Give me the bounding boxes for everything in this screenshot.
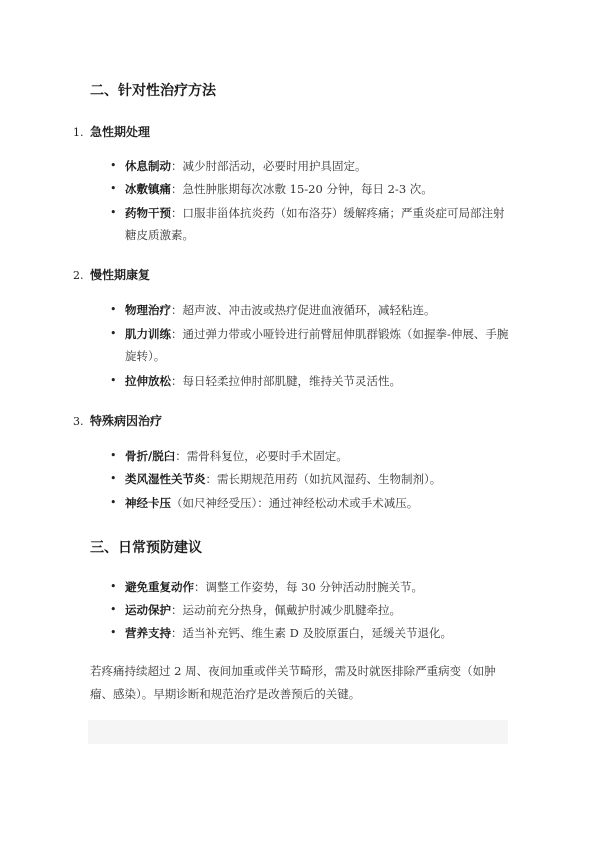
- bullet-dot: •: [110, 449, 117, 462]
- item-term: 运动保护: [125, 603, 171, 617]
- section-heading-prevention: 三、日常预防建议: [90, 540, 202, 556]
- list-item: [110, 445, 510, 467]
- item-description: ：急性肿胀期每次冰敷 15-20 分钟，每日 2-3 次。: [171, 182, 433, 196]
- subheading-chronic-phase: [73, 266, 150, 283]
- list-number: 2.: [73, 269, 84, 282]
- list-item: [110, 622, 510, 644]
- bullet-dot: •: [110, 580, 117, 593]
- list-item: [110, 599, 510, 621]
- subheading-title: 慢性期康复: [90, 268, 151, 282]
- item-description: ：超声波、冲击波或热疗促进血液循环，减轻粘连。: [171, 303, 436, 317]
- bullet-dot: •: [110, 303, 117, 316]
- item-term: 休息制动: [125, 159, 171, 173]
- subheading-special-causes: [73, 412, 162, 429]
- list-item: [110, 299, 510, 321]
- item-term: 神经卡压: [125, 496, 171, 510]
- item-term: 物理治疗: [125, 303, 171, 317]
- item-description: ：需骨科复位，必要时手术固定。: [175, 449, 348, 463]
- item-term: 避免重复动作: [125, 580, 194, 594]
- section-heading-treatment: 二、针对性治疗方法: [90, 83, 216, 99]
- item-term: 类风湿性关节炎: [125, 472, 206, 486]
- empty-block: [88, 720, 508, 744]
- bullet-dot: •: [110, 472, 117, 485]
- bullet-dot: •: [110, 496, 117, 509]
- list-item: [110, 155, 510, 177]
- list-item: [110, 468, 510, 490]
- item-term: 药物干预: [125, 206, 171, 220]
- bullet-dot: •: [110, 374, 117, 387]
- item-description: ：适当补充钙、维生素 D 及胶原蛋白，延缓关节退化。: [171, 626, 453, 640]
- list-item: [110, 323, 510, 367]
- subheading-title: 特殊病因治疗: [90, 414, 163, 428]
- bullet-dot: •: [110, 603, 117, 616]
- bullet-dot: •: [110, 182, 117, 195]
- item-term: 骨折/脱臼: [125, 449, 176, 463]
- bullet-dot: •: [110, 327, 117, 340]
- bullet-dot: •: [110, 206, 117, 219]
- subheading-acute-phase: [73, 123, 150, 140]
- list-item: [110, 492, 510, 514]
- closing-paragraph: 若疼痛持续超过 2 周、夜间加重或伴关节畸形，需及时就医排除严重病变（如肿瘤、感染）。早期诊断和规范治疗是改善预后的关键。: [90, 664, 496, 701]
- item-term: 肌力训练: [125, 327, 171, 341]
- item-description: ：调整工作姿势，每 30 分钟活动肘腕关节。: [194, 580, 423, 594]
- item-description: ：减少肘部活动，必要时用护具固定。: [171, 159, 367, 173]
- item-term: 拉伸放松: [125, 374, 171, 388]
- item-description: ：通过弹力带或小哑铃进行前臂屈伸肌群锻炼（如握拳-伸展、手腕旋转）。: [125, 327, 509, 363]
- item-description: ：运动前充分热身，佩戴护肘减少肌腱牵拉。: [171, 603, 401, 617]
- subheading-title: 急性期处理: [90, 125, 151, 139]
- bullet-dot: •: [110, 626, 117, 639]
- item-term: 冰敷镇痛: [125, 182, 171, 196]
- list-number: 1.: [73, 126, 84, 139]
- item-description: ：每日轻柔拉伸肘部肌腱，维持关节灵活性。: [171, 374, 401, 388]
- item-description: ：需长期规范用药（如抗风湿药、生物制剂）。: [205, 472, 442, 486]
- list-item: [110, 370, 510, 392]
- item-term: 营养支持: [125, 626, 171, 640]
- bullet-dot: •: [110, 159, 117, 172]
- list-item: [110, 202, 510, 246]
- list-item: [110, 576, 510, 598]
- list-item: [110, 178, 510, 200]
- item-description: （如尺神经受压）：通过神经松动术或手术减压。: [171, 496, 419, 510]
- list-number: 3.: [73, 415, 84, 428]
- item-description: ：口服非甾体抗炎药（如布洛芬）缓解疼痛；严重炎症可局部注射糖皮质激素。: [125, 206, 505, 242]
